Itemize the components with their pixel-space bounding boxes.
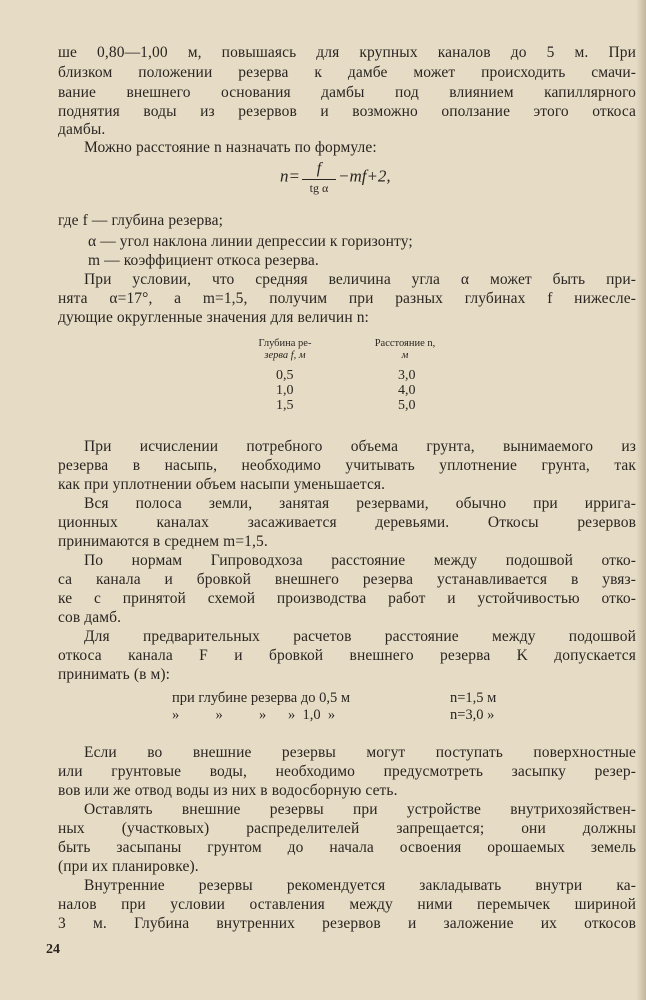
table-cell: 3,0 <box>398 368 416 383</box>
page-number: 24 <box>46 942 60 957</box>
text-line: (при их планировке). <box>58 858 199 875</box>
formula-numerator: f <box>316 160 322 177</box>
page-edge-shadow <box>636 0 646 1000</box>
text-line: резерва в насыпь, необходимо учитывать уплотнение грунта, так <box>58 457 636 474</box>
text-line: принимаются в среднем m=1,5. <box>58 533 268 550</box>
text-line: налов при условии оставления между ними перемычек шириной <box>58 896 636 913</box>
text-line: близком положении резерва к дамбе может происходить смачи- <box>58 64 636 81</box>
formula-lhs: n= <box>280 166 300 186</box>
text-line: сов дамб. <box>58 609 122 626</box>
text-line: Оставлять внешние резервы при устройстве внутрихозяйствен- <box>84 801 636 818</box>
table-header: Глубина ре- зерва f, м <box>258 338 312 361</box>
text-line: откоса канала F и бровкой внешнего резерва K допускается <box>58 647 636 664</box>
text-line: поднятия воды из резервов и возможно оползание этого откоса <box>58 103 636 120</box>
norm-left: при глубине резерва до 0,5 м <box>172 690 351 706</box>
formula <box>280 160 391 195</box>
norm-right: n=1,5 м <box>450 690 497 706</box>
table-cell: 1,0 <box>276 383 294 398</box>
text-line: Внутренние резервы рекомендуется закладывать внутри ка- <box>84 877 636 894</box>
text-line: Можно расстояние n назначать по формуле: <box>84 139 377 156</box>
text-line: α — угол наклона линии депрессии к горизонту; <box>88 233 413 250</box>
text-line: При исчислении потребного объема грунта, вынимаемого из <box>84 438 636 455</box>
text-line: Если во внешние резервы могут поступать поверхностные <box>84 744 636 761</box>
text-line: ных (участковых) распределителей запрещается; они должны <box>58 820 636 837</box>
table-cell: 0,5 <box>276 368 294 383</box>
table-header: Расстояние n, м <box>374 338 436 361</box>
text-line: Для предварительных расчетов расстояние между подошвой <box>84 628 636 645</box>
text-line: дующие округленные значения для величин n: <box>58 309 369 326</box>
text-line: вов или же отвод воды из них в водосборную сеть. <box>58 782 398 799</box>
text-line: дамбы. <box>58 121 106 138</box>
norm-left: » » » » 1,0 » <box>172 707 336 723</box>
text-line: ше 0,80—1,00 м, повышаясь для крупных каналов до 5 м. При <box>58 44 636 61</box>
text-line: По нормам Гипроводхоза расстояние между подошвой отко- <box>84 552 636 569</box>
text-line: ционных каналах засаживается деревьями. Откосы резервов <box>58 514 636 531</box>
formula-rhs: −mf+2, <box>337 166 391 186</box>
text-line: быть засыпаны грунтом до начала освоения орошаемых земель <box>58 839 636 856</box>
table-cell: 1,5 <box>276 398 294 413</box>
text-line: ке с принятой схемой производства работ и устойчивостью отко- <box>58 590 636 607</box>
text-line: как при уплотнении объем насыпи уменьшается. <box>58 476 386 493</box>
text-line: вание внешнего основания дамбы под влиянием капиллярного <box>58 84 636 101</box>
text-line: При условии, что средняя величина угла α может быть при- <box>84 271 636 288</box>
norm-right: n=3,0 » <box>450 707 495 723</box>
text-line: или грунтовые воды, необходимо предусмотреть засыпку резер- <box>58 763 636 780</box>
table-cell: 4,0 <box>398 383 416 398</box>
formula-denominator: tg α <box>309 181 329 195</box>
table-cell: 5,0 <box>398 398 416 413</box>
text-line: где f — глубина резерва; <box>58 212 223 229</box>
text-line: нята α=17°, а m=1,5, получим при разных глубинах f нижесле- <box>58 290 636 307</box>
text-line: Вся полоса земли, занятая резервами, обычно при ирригa- <box>84 495 636 512</box>
text-line: са канала и бровкой внешнего резерва устанавливается в увяз- <box>58 571 636 588</box>
text-line: 3 м. Глубина внутренних резервов и заложение их откосов <box>58 915 636 932</box>
formula-fraction <box>302 160 336 195</box>
text-line: m — коэффициент откоса резерва. <box>88 252 319 269</box>
text-line: принимать (в м): <box>58 666 171 683</box>
